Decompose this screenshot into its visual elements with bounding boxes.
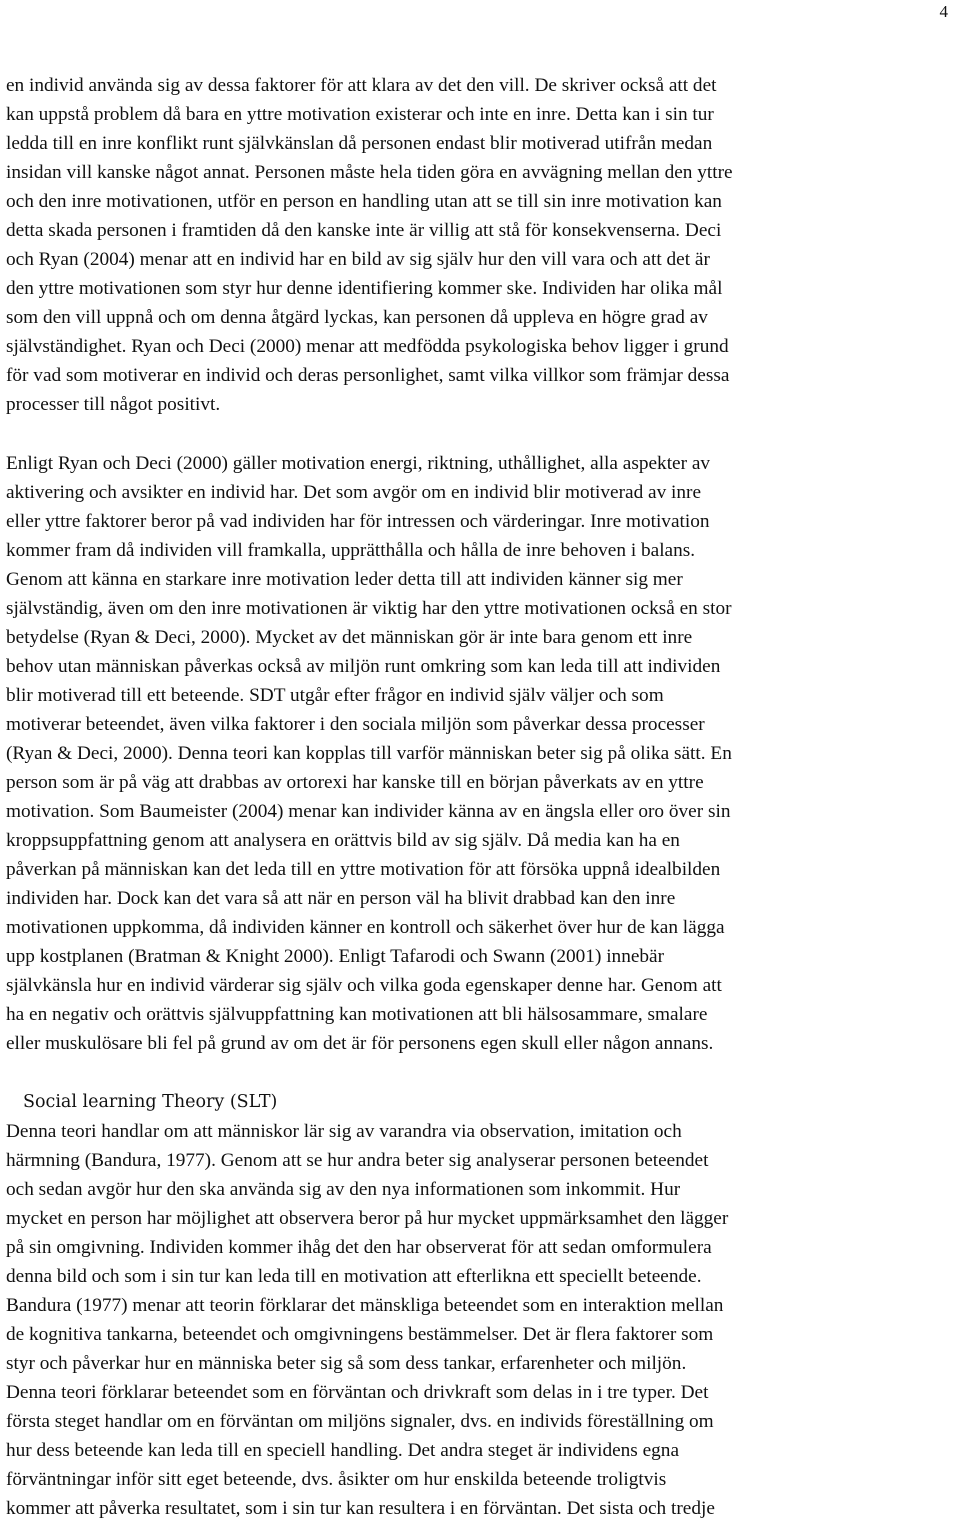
paragraph-2-line: eller muskulösare bli fel på grund av om det är för personens egen skull eller någon annans. bbox=[6, 1033, 714, 1054]
paragraph-2-line: kommer fram då individen vill framkalla, upprätthålla och hålla de inre behoven i balans. bbox=[6, 540, 696, 561]
paragraph-2-line: person som är på väg att drabbas av ortorexi har kanske till en början påverkats av en yttre bbox=[6, 772, 704, 793]
paragraph-2-line: kroppsuppfattning genom att analysera en orättvis bild av sig själv. Då media kan ha en bbox=[6, 830, 680, 851]
paragraph-1-line: den yttre motivationen som styr hur denne identifiering kommer ske. Individen har olika mål bbox=[6, 278, 723, 299]
section-heading-slt: Social learning Theory (SLT) bbox=[23, 1092, 278, 1112]
paragraph-2-line: motivation. Som Baumeister (2004) menar kan individer känna av en ängsla eller oro över sin bbox=[6, 801, 731, 822]
paragraph-slt-line: förväntningar inför sitt eget beteende, dvs. åsikter om hur enskilda beteende troligtvis bbox=[6, 1469, 667, 1490]
paragraph-slt-line: Bandura (1977) menar att teorin förklarar det mänskliga beteendet som en interaktion mellan bbox=[6, 1295, 724, 1316]
paragraph-2-line: Enligt Ryan och Deci (2000) gäller motivation energi, riktning, uthållighet, alla aspekter av bbox=[6, 453, 711, 474]
paragraph-slt-line: Denna teori förklarar beteendet som en förväntan och drivkraft som delas in i tre typer. Det bbox=[6, 1382, 709, 1403]
paragraph-2-line: upp kostplanen (Bratman & Knight 2000). Enligt Tafarodi och Swann (2001) innebär bbox=[6, 946, 665, 967]
paragraph-slt-line: kommer att påverka resultatet, som i sin tur kan resultera i en förväntan. Det sista och tredje bbox=[6, 1498, 715, 1519]
paragraph-1-line: detta skada personen i framtiden då den kanske inte är villig att stå för konsekvenserna. Deci bbox=[6, 220, 722, 241]
body-paragraph-slt bbox=[6, 1117, 954, 1523]
paragraph-1-line: processer till något positivt. bbox=[6, 394, 221, 415]
paragraph-slt-line: på sin omgivning. Individen kommer ihåg det den har observerat för att sedan omformulera bbox=[6, 1237, 712, 1258]
paragraph-2-line: blir motiverad till ett beteende. SDT utgår efter frågor en individ själv väljer och som bbox=[6, 685, 664, 706]
paragraph-1-line: kan uppstå problem då bara en yttre motivation existerar och inte en inre. Detta kan i sin tur bbox=[6, 104, 714, 125]
paragraph-slt-line: härmning (Bandura, 1977). Genom att se hur andra beter sig analyserar personen beteendet bbox=[6, 1150, 709, 1171]
paragraph-slt-line: mycket en person har möjlighet att observera beror på hur mycket uppmärksamhet den lägger bbox=[6, 1208, 729, 1229]
paragraph-1-line: en individ använda sig av dessa faktorer för att klara av det den vill. De skriver också att det bbox=[6, 75, 717, 96]
paragraph-2-line: betydelse (Ryan & Deci, 2000). Mycket av det människan gör är inte bara genom ett inre bbox=[6, 627, 693, 648]
paragraph-2-line: självständig, även om den inre motivationen är viktig har den yttre motivationen också en stor bbox=[6, 598, 732, 619]
page-number: 4 bbox=[939, 2, 948, 21]
paragraph-2-line: påverkan på människan kan det leda till en yttre motivation för att försöka uppnå idealbilden bbox=[6, 859, 721, 880]
body-paragraph-2 bbox=[6, 449, 954, 1058]
paragraph-2-line: aktivering och avsikter en individ har. Det som avgör om en individ blir motiverad av inre bbox=[6, 482, 702, 503]
body-paragraph-1 bbox=[6, 71, 954, 419]
paragraph-slt-line: de kognitiva tankarna, beteendet och omgivningens bestämmelser. Det är flera faktorer som bbox=[6, 1324, 714, 1345]
paragraph-slt-line: och sedan avgör hur den ska använda sig av den nya informationen som inkommit. Hur bbox=[6, 1179, 681, 1200]
paragraph-2-line: självkänsla hur en individ värderar sig själv och vilka goda egenskaper denne har. Genom att bbox=[6, 975, 722, 996]
paragraph-slt-line: hur dess beteende kan leda till en speciell handling. Det andra steget är individens egna bbox=[6, 1440, 680, 1461]
paragraph-2-line: behov utan människan påverkas också av miljön runt omkring som kan leda till att individen bbox=[6, 656, 721, 677]
paragraph-1-line: självständighet. Ryan och Deci (2000) menar att medfödda psykologiska behov ligger i grund bbox=[6, 336, 729, 357]
paragraph-1-line: ledda till en inre konflikt runt självkänslan då personen endast blir motiverad utifrån medan bbox=[6, 133, 713, 154]
paragraph-slt-line: denna bild och som i sin tur kan leda till en motivation att efterlikna ett speciellt beteende. bbox=[6, 1266, 702, 1287]
paragraph-1-line: för vad som motiverar en individ och deras personlighet, samt vilka villkor som främjar dessa bbox=[6, 365, 730, 386]
paragraph-2-line: ha en negativ och orättvis självuppfattning kan motivationen att bli hälsosammare, smalare bbox=[6, 1004, 708, 1025]
paragraph-slt-line: första steget handlar om en förväntan om miljöns signaler, dvs. en individs föreställning om bbox=[6, 1411, 714, 1432]
paragraph-slt-line: styr och påverkar hur en människa beter sig så som dess tankar, erfarenheter och miljön. bbox=[6, 1353, 687, 1374]
paragraph-2-line: motiverar beteendet, även vilka faktorer i den sociala miljön som påverkar dessa processer bbox=[6, 714, 705, 735]
paragraph-slt-line: Denna teori handlar om att människor lär sig av varandra via observation, imitation och bbox=[6, 1121, 682, 1142]
paragraph-2-line: (Ryan & Deci, 2000). Denna teori kan kopplas till varför människan beter sig på olika sätt. En bbox=[6, 743, 732, 764]
paragraph-2-line: individen har. Dock kan det vara så att när en person väl ha blivit drabbad kan den inre bbox=[6, 888, 676, 909]
paragraph-1-line: insidan vill kanske något annat. Personen måste hela tiden göra en avvägning mellan den yttre bbox=[6, 162, 733, 183]
paragraph-2-line: Genom att känna en starkare inre motivation leder detta till att individen känner sig mer bbox=[6, 569, 683, 590]
paragraph-1-line: och Ryan (2004) menar att en individ har en bild av sig själv hur den vill vara och att det är bbox=[6, 249, 710, 270]
paragraph-2-line: eller yttre faktorer beror på vad individen har för intressen och värderingar. Inre motivation bbox=[6, 511, 710, 532]
paragraph-2-line: motivationen uppkomma, då individen känner en kontroll och säkerhet över hur de kan lägga bbox=[6, 917, 725, 938]
paragraph-1-line: som den vill uppnå och om denna åtgärd lyckas, kan personen då uppleva en högre grad av bbox=[6, 307, 708, 328]
paragraph-1-line: och den inre motivationen, utför en person en handling utan att se till sin inre motivation kan bbox=[6, 191, 722, 212]
